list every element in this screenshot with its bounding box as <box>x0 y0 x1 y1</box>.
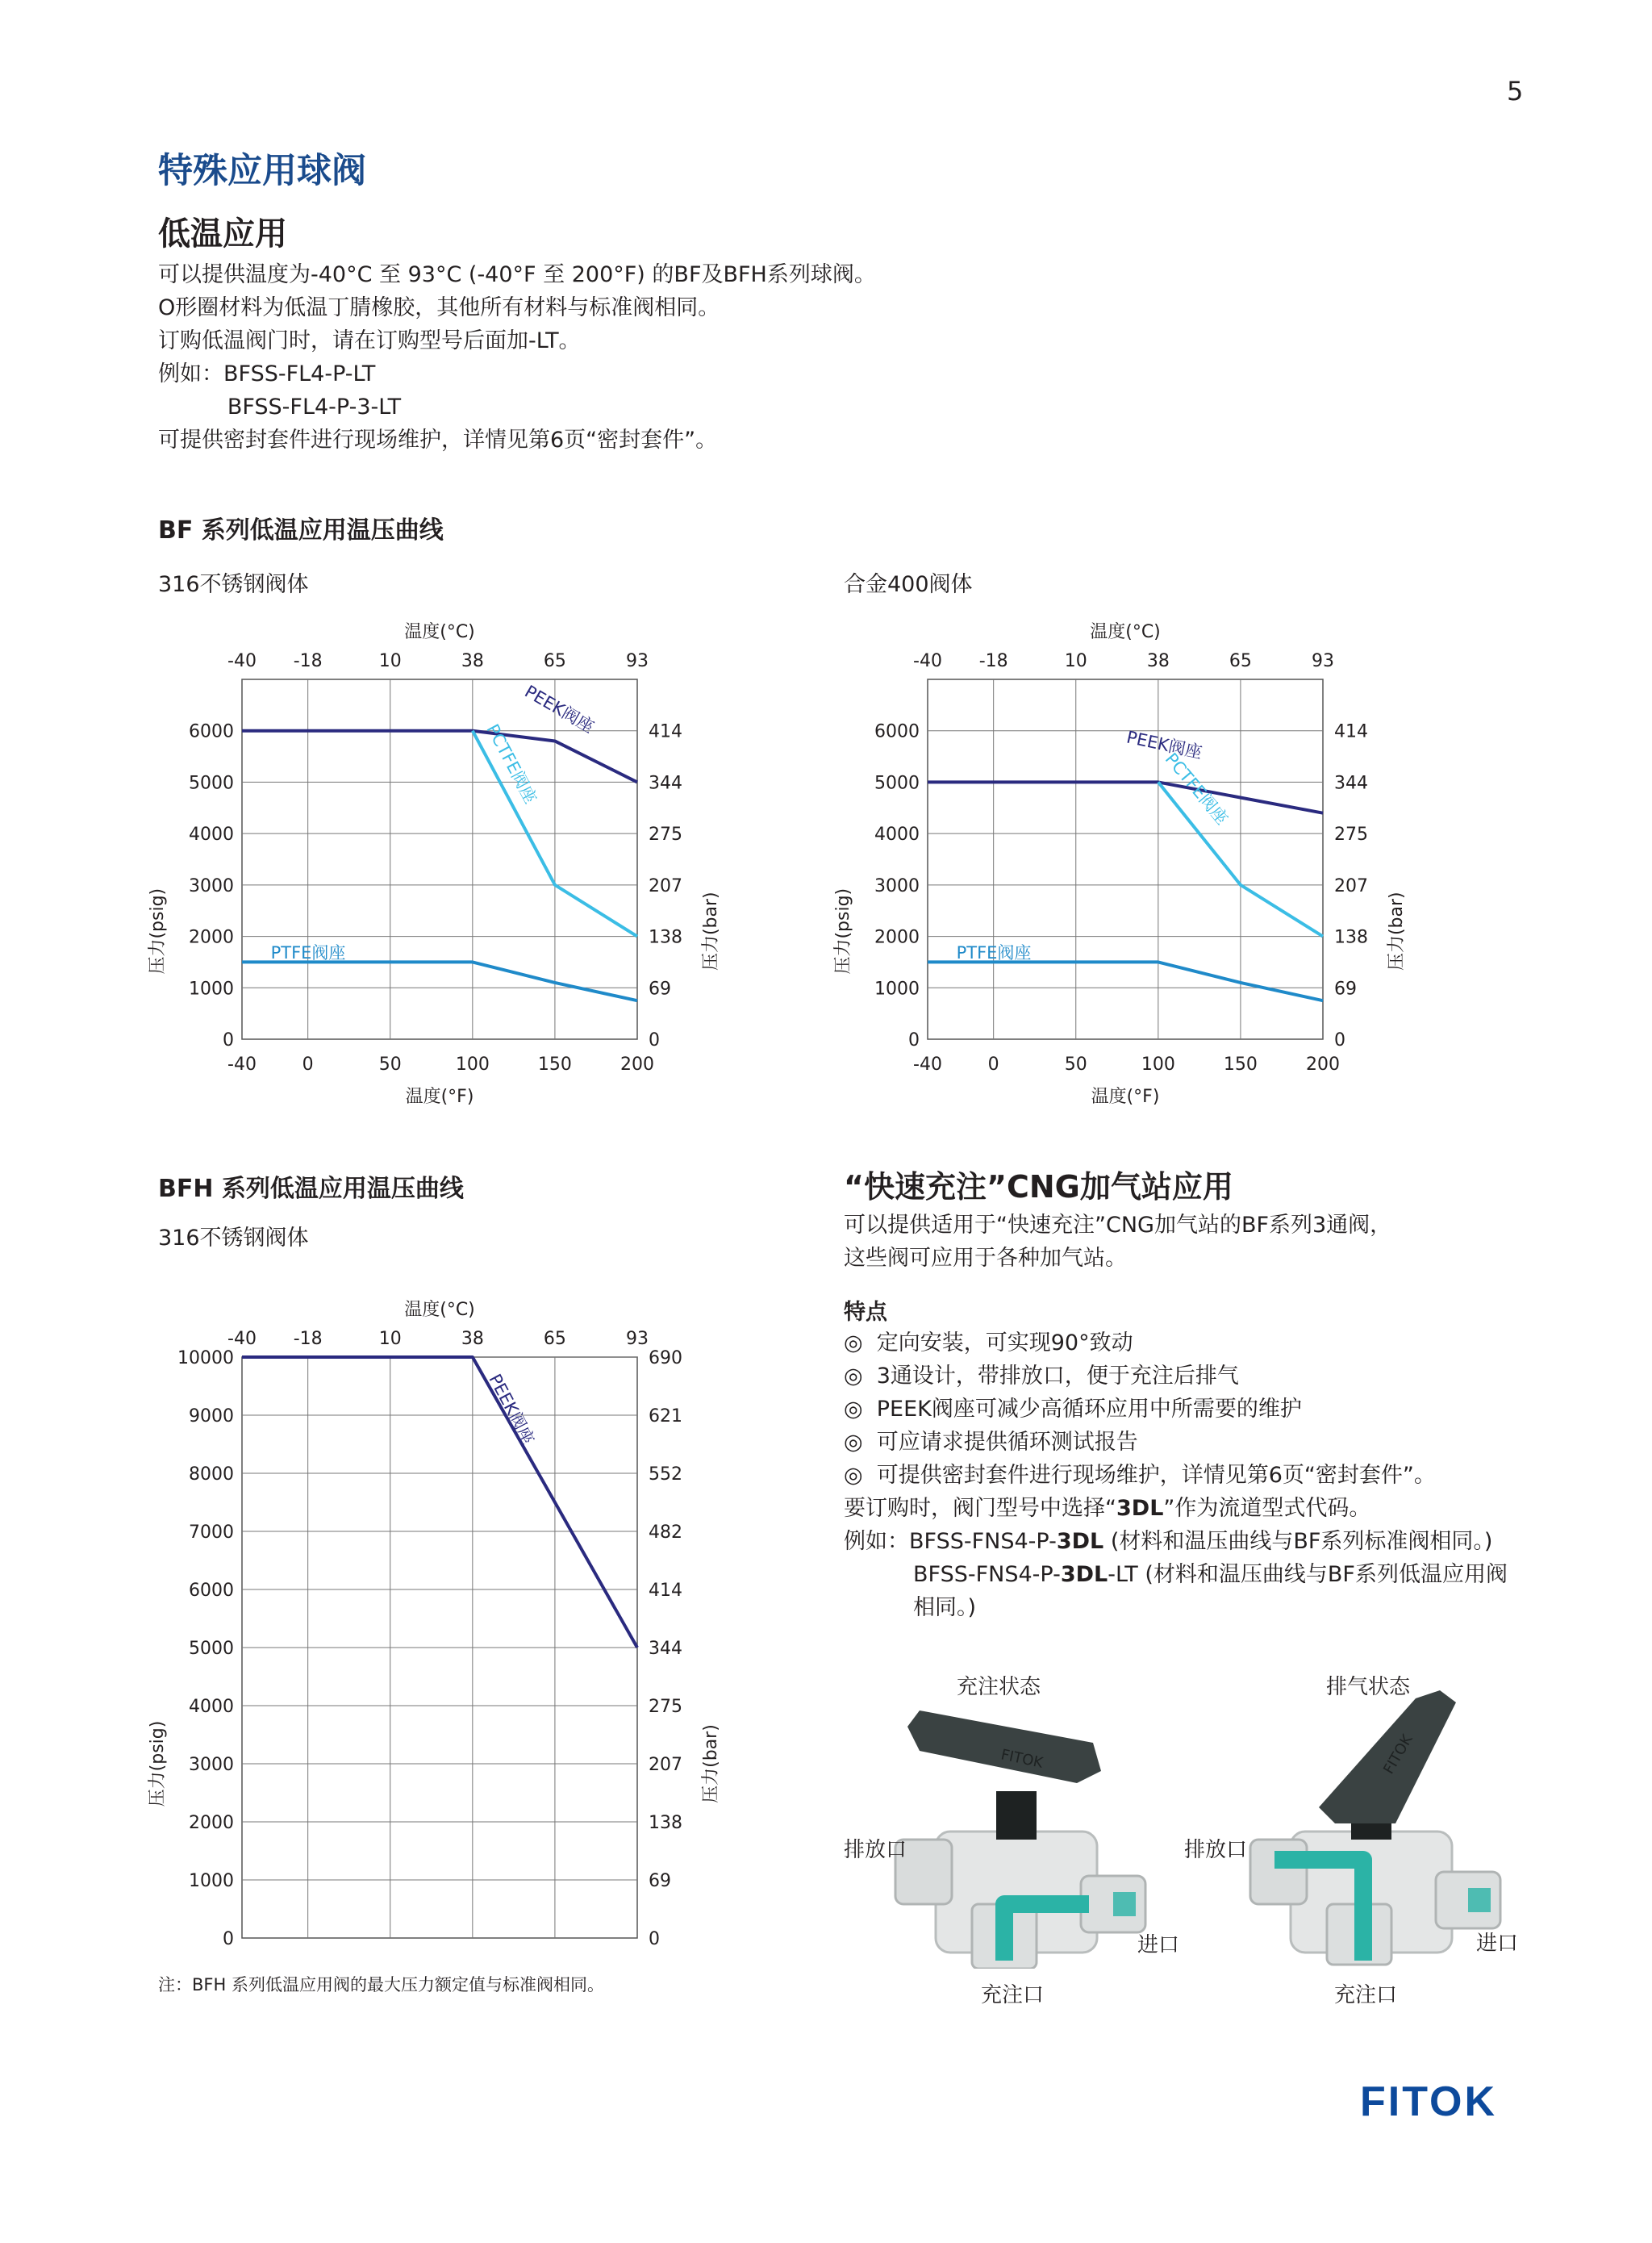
series-label: PTFE阀座 <box>956 943 1032 963</box>
x-tick-label: -40 <box>913 1055 942 1075</box>
bfh-section-title: BFH 系列低温应用温压曲线 <box>158 1175 464 1203</box>
top-tick-label: -18 <box>293 651 323 671</box>
bullet-icon: ◎ <box>844 1397 863 1422</box>
y-tick-label: 6000 <box>874 721 920 742</box>
x-tick-label: 50 <box>1064 1055 1087 1075</box>
inlet-label: 进口 <box>1476 1932 1519 1956</box>
right-tick-label: 138 <box>649 927 682 948</box>
chart-caption: 合金400阀体 <box>844 572 973 597</box>
features-list <box>844 1326 1508 1624</box>
y-tick-label: 1000 <box>874 979 920 1000</box>
feature-item <box>844 1426 1508 1459</box>
page-number: 5 <box>1507 76 1524 107</box>
x-tick-label: 100 <box>1141 1055 1175 1075</box>
cng-intro <box>844 1209 1391 1275</box>
top-tick-label: 93 <box>1312 651 1334 671</box>
y-tick-label: 5000 <box>874 773 920 794</box>
top-tick-label: 38 <box>461 1329 484 1349</box>
feature-text: PEEK阀座可减少高循环应用中所需要的维护 <box>876 1397 1302 1422</box>
y-tick-label: 0 <box>223 1929 234 1949</box>
y-tick-label: 4000 <box>874 825 920 846</box>
y-tick-label: 1000 <box>189 1871 234 1891</box>
x-tick-label: 0 <box>987 1055 999 1075</box>
bullet-icon: ◎ <box>844 1463 863 1488</box>
handle-text: FITOK <box>999 1746 1045 1772</box>
right-tick-label: 621 <box>649 1406 682 1426</box>
series-label: PEEK阀座 <box>521 681 598 737</box>
chart-bf-alloy400 <box>831 605 1444 1105</box>
state-vent-caption: 排气状态 <box>1326 1675 1411 1699</box>
series-line <box>242 962 637 1000</box>
y-tick-label: 9000 <box>189 1406 234 1426</box>
bf-section-title: BF 系列低温应用温压曲线 <box>158 516 444 545</box>
y-tick-label: 2000 <box>189 1813 234 1833</box>
drain-label: 排放口 <box>1184 1838 1248 1862</box>
cng-heading: “快速充注”CNG加气站应用 <box>844 1169 1233 1205</box>
example-label: 例如： <box>844 1529 909 1554</box>
example-text: BFSS-FNS4-P- <box>909 1529 1057 1554</box>
top-tick-label: 65 <box>1229 651 1252 671</box>
right-tick-label: 138 <box>1334 927 1368 948</box>
example-line <box>844 1558 1508 1591</box>
y-tick-label: 4000 <box>189 1697 234 1717</box>
right-tick-label: 690 <box>649 1348 682 1368</box>
top-tick-label: 65 <box>543 1329 566 1349</box>
example-line <box>844 1525 1508 1558</box>
top-tick-label: -18 <box>293 1329 323 1349</box>
page-title: 特殊应用球阀 <box>158 151 366 191</box>
intro-line: 可以提供适用于“快速充注”CNG加气站的BF系列3通阀， <box>844 1213 1392 1238</box>
body-line: 可提供密封套件进行现场维护，详情见第6页“密封套件”。 <box>158 428 718 453</box>
feature-text: 3通设计，带排放口，便于充注后排气 <box>876 1364 1239 1389</box>
y-axis-title: 压力(psig) <box>148 888 168 975</box>
right-tick-label: 0 <box>1334 1030 1345 1050</box>
series-line <box>928 782 1323 812</box>
y-tick-label: 7000 <box>189 1522 234 1543</box>
x-tick-label: 150 <box>537 1055 572 1075</box>
series-line <box>928 962 1323 1000</box>
chart-bf-316 <box>145 605 758 1105</box>
y-tick-label: 6000 <box>189 721 234 742</box>
top-tick-label: 93 <box>626 1329 649 1349</box>
fitok-logo: FITOK <box>1360 2078 1498 2125</box>
y-tick-label: 1000 <box>189 979 234 1000</box>
right-tick-label: 69 <box>649 979 671 1000</box>
right-tick-label: 344 <box>649 773 682 794</box>
top-tick-label: 65 <box>543 651 566 671</box>
feature-text: 可提供密封套件进行现场维护，详情见第6页“密封套件”。 <box>876 1463 1436 1488</box>
right-tick-label: 414 <box>649 1581 682 1601</box>
drain-label: 排放口 <box>844 1838 907 1862</box>
y-axis-title: 压力(psig) <box>148 1720 168 1807</box>
right-tick-label: 138 <box>649 1813 682 1833</box>
plot-frame <box>242 679 637 1039</box>
body-line: BFSS-FL4-P-3-LT <box>158 395 402 420</box>
series-line <box>242 731 637 783</box>
y-tick-label: 6000 <box>189 1581 234 1601</box>
right-tick-label: 552 <box>649 1464 682 1485</box>
low-temp-body <box>158 258 876 457</box>
top-tick-label: -40 <box>227 651 257 671</box>
series-label: PTFE阀座 <box>270 943 346 963</box>
right-tick-label: 207 <box>649 875 682 896</box>
feature-item <box>844 1393 1508 1426</box>
feature-text: 定向安装，可实现90°致动 <box>876 1330 1133 1355</box>
top-axis-title: 温度(°C) <box>404 1300 475 1320</box>
right-tick-label: 207 <box>649 1755 682 1775</box>
bullet-icon: ◎ <box>844 1430 863 1455</box>
order-text: ”作为流道型式代码。 <box>1163 1496 1371 1521</box>
top-axis-title: 温度(°C) <box>1090 622 1161 642</box>
series-label: PCTFE阀座 <box>482 721 541 807</box>
right-axis-title: 压力(bar) <box>1387 892 1407 971</box>
x-axis-title: 温度(°F) <box>405 1087 474 1105</box>
bullet-icon: ◎ <box>844 1330 863 1355</box>
feature-text: 可应请求提供循环测试报告 <box>876 1430 1138 1455</box>
x-axis-title: 温度(°F) <box>1091 1087 1160 1105</box>
x-tick-label: 100 <box>455 1055 490 1075</box>
top-tick-label: 93 <box>626 651 649 671</box>
y-tick-label: 0 <box>908 1030 920 1050</box>
bfh-note: 注：BFH 系列低温应用阀的最大压力额定值与标准阀相同。 <box>158 1975 604 1994</box>
right-tick-label: 275 <box>649 1697 682 1717</box>
y-tick-label: 5000 <box>189 1639 234 1659</box>
valve-fill-illustration <box>887 1702 1162 1969</box>
right-axis-title: 压力(bar) <box>701 892 721 971</box>
top-tick-label: -40 <box>227 1329 257 1349</box>
x-tick-label: 50 <box>378 1055 402 1075</box>
right-tick-label: 414 <box>1334 721 1368 742</box>
body-line: 订购低温阀门时，请在订购型号后面加-LT。 <box>158 328 581 353</box>
right-tick-label: 207 <box>1334 875 1368 896</box>
right-tick-label: 275 <box>1334 825 1368 846</box>
right-tick-label: 69 <box>649 1871 671 1891</box>
series-label: PEEK阀座 <box>485 1371 539 1448</box>
example-line: 相同。) <box>913 1595 977 1620</box>
feature-item <box>844 1459 1508 1492</box>
y-tick-label: 3000 <box>189 1755 234 1775</box>
feature-item <box>844 1326 1508 1360</box>
y-tick-label: 2000 <box>189 927 234 948</box>
example-text: (材料和温压曲线与BF系列标准阀相同。) <box>1103 1529 1493 1554</box>
top-axis-title: 温度(°C) <box>404 622 475 642</box>
body-line: 例如：BFSS-FL4-P-LT <box>158 361 376 386</box>
series-label: PCTFE阀座 <box>1161 749 1233 829</box>
y-tick-label: 4000 <box>189 825 234 846</box>
low-temp-heading: 低温应用 <box>158 215 287 253</box>
example-text: BFSS-FNS4-P- <box>913 1562 1061 1587</box>
right-tick-label: 275 <box>649 825 682 846</box>
example-text: -LT (材料和温压曲线与BF系列低温应用阀 <box>1108 1562 1508 1587</box>
example-code: 3DL <box>1060 1562 1108 1587</box>
order-line <box>844 1492 1508 1525</box>
right-tick-label: 0 <box>649 1929 660 1949</box>
right-tick-label: 482 <box>649 1522 682 1543</box>
right-tick-label: 344 <box>1334 773 1368 794</box>
x-tick-label: 200 <box>620 1055 654 1075</box>
y-tick-label: 3000 <box>874 875 920 896</box>
right-tick-label: 344 <box>649 1639 682 1659</box>
top-tick-label: -40 <box>913 651 942 671</box>
top-tick-label: 38 <box>1146 651 1170 671</box>
chart-caption: 316不锈钢阀体 <box>158 1226 309 1251</box>
y-tick-label: 2000 <box>874 927 920 948</box>
example-code: 3DL <box>1056 1529 1104 1554</box>
top-tick-label: 10 <box>378 651 402 671</box>
chart-caption: 316不锈钢阀体 <box>158 572 309 597</box>
top-tick-label: 10 <box>378 1329 402 1349</box>
series-line <box>242 1357 637 1648</box>
right-tick-label: 0 <box>649 1030 660 1050</box>
feature-item <box>844 1360 1508 1393</box>
order-code: 3DL <box>1116 1496 1164 1521</box>
plot-frame <box>928 679 1323 1039</box>
bullet-icon: ◎ <box>844 1364 863 1389</box>
y-tick-label: 8000 <box>189 1464 234 1485</box>
x-tick-label: 200 <box>1306 1055 1340 1075</box>
x-tick-label: 150 <box>1223 1055 1258 1075</box>
right-tick-label: 69 <box>1334 979 1357 1000</box>
intro-line: 这些阀可应用于各种加气站。 <box>844 1246 1127 1271</box>
right-tick-label: 414 <box>649 721 682 742</box>
chart-bfh-316 <box>145 1283 758 1953</box>
valve-vent-illustration <box>1242 1686 1519 1969</box>
y-axis-title: 压力(psig) <box>833 888 853 975</box>
x-tick-label: -40 <box>227 1055 257 1075</box>
body-line: O形圈材料为低温丁腈橡胶，其他所有材料与标准阀相同。 <box>158 295 720 320</box>
fill-port-label: 充注口 <box>1334 1983 1398 2007</box>
body-line: 可以提供温度为-40°C 至 93°C (-40°F 至 200°F) 的BF及BFH系列球阀。 <box>158 262 876 287</box>
right-axis-title: 压力(bar) <box>701 1724 721 1803</box>
order-text: 要订购时，阀门型号中选择“ <box>844 1496 1116 1521</box>
state-fill-caption: 充注状态 <box>957 1675 1041 1699</box>
y-tick-label: 3000 <box>189 875 234 896</box>
y-tick-label: 0 <box>223 1030 234 1050</box>
series-label: PEEK阀座 <box>1124 727 1204 762</box>
top-tick-label: -18 <box>978 651 1008 671</box>
handle-text: FITOK <box>1380 1731 1416 1777</box>
x-tick-label: 0 <box>302 1055 314 1075</box>
y-tick-label: 5000 <box>189 773 234 794</box>
top-tick-label: 10 <box>1064 651 1087 671</box>
fill-port-label: 充注口 <box>981 1983 1045 2007</box>
features-title: 特点 <box>844 1300 887 1325</box>
top-tick-label: 38 <box>461 651 484 671</box>
y-tick-label: 10000 <box>177 1348 234 1368</box>
inlet-label: 进口 <box>1137 1933 1180 1957</box>
